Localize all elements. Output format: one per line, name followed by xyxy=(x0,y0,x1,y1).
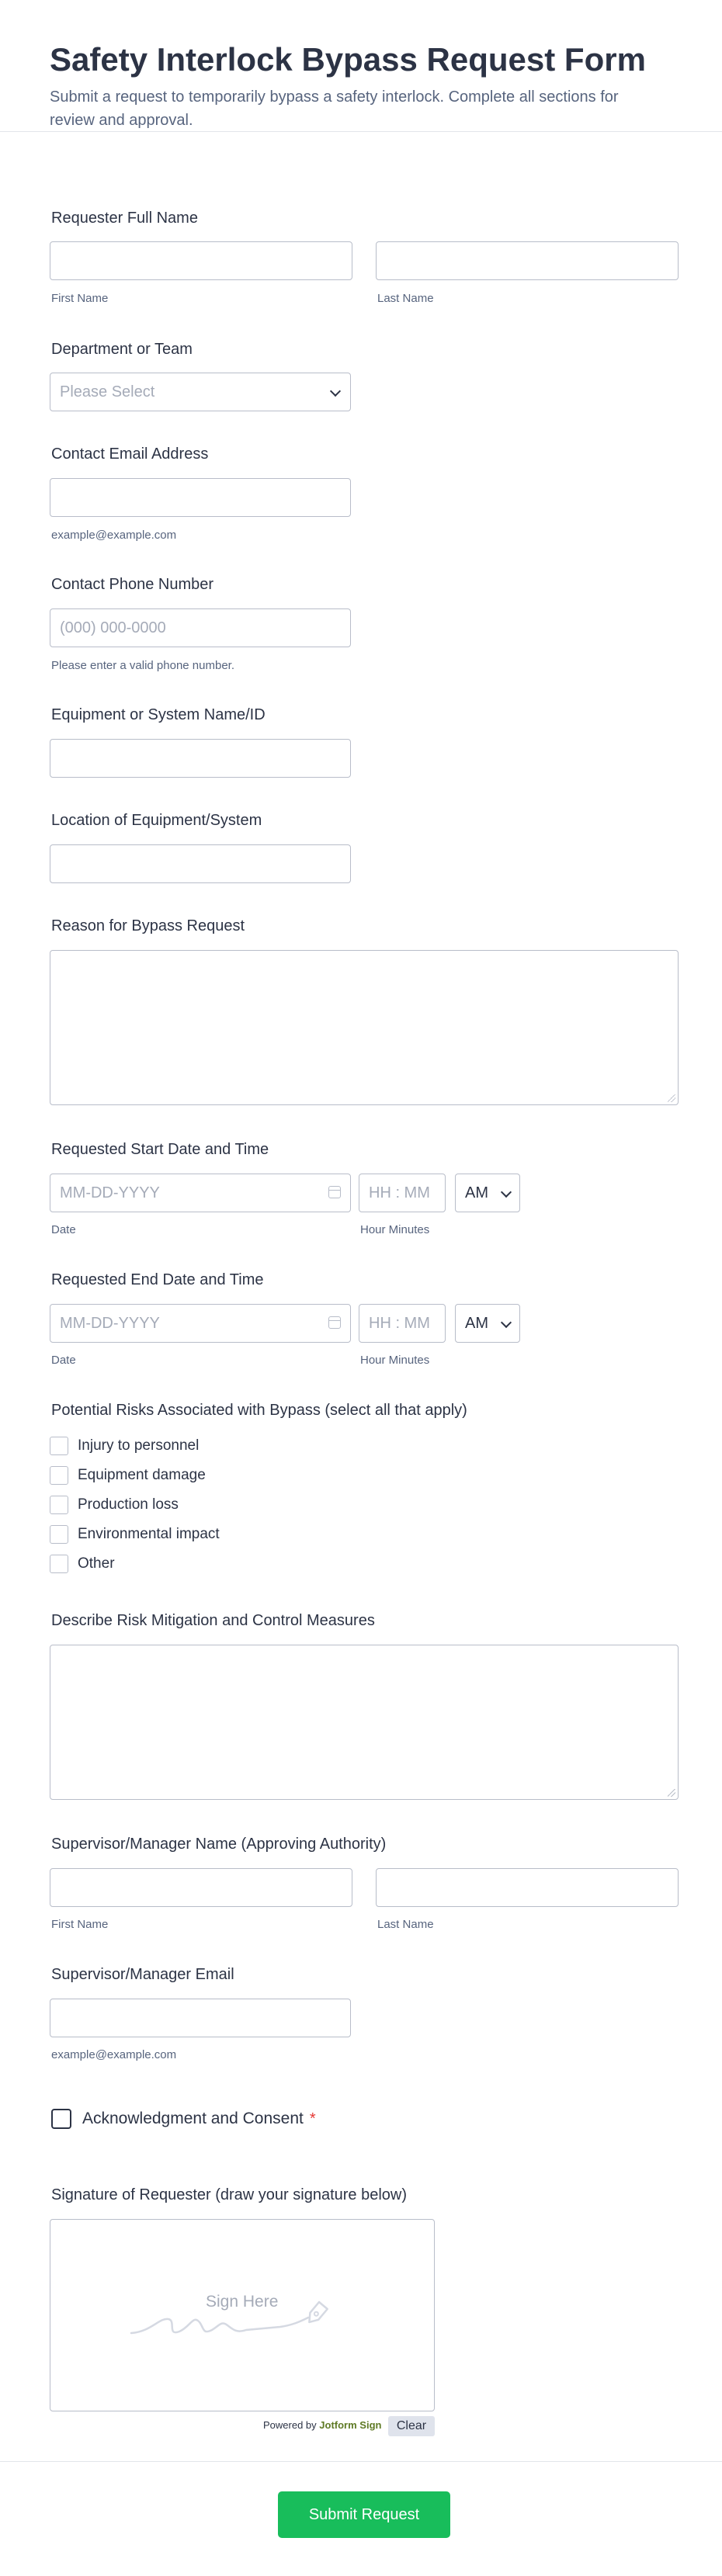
phone-sublabel: Please enter a valid phone number. xyxy=(51,659,234,672)
risk-option-label: Injury to personnel xyxy=(78,1437,200,1454)
supervisor-name-label: Supervisor/Manager Name (Approving Authority) xyxy=(51,1836,387,1853)
start-date-sublabel: Date xyxy=(51,1223,76,1236)
start-ampm-select[interactable] xyxy=(455,1174,520,1212)
acknowledgment-checkbox[interactable] xyxy=(51,2109,71,2129)
end-datetime-label: Requested End Date and Time xyxy=(51,1271,264,1288)
supervisor-email-label: Supervisor/Manager Email xyxy=(51,1966,234,1983)
form-description: Submit a request to temporarily bypass a safety interlock. Complete all sections for review and approval. xyxy=(50,88,619,129)
supervisor-first-name-input[interactable] xyxy=(50,1868,352,1907)
chevron-down-icon xyxy=(330,386,341,397)
risks-label: Potential Risks Associated with Bypass (select all that apply) xyxy=(51,1402,467,1419)
end-date-placeholder: MM-DD-YYYY xyxy=(60,1314,160,1332)
submit-button[interactable]: Submit Request xyxy=(278,2491,450,2538)
equipment-label: Equipment or System Name/ID xyxy=(51,706,266,723)
equipment-input[interactable] xyxy=(50,739,351,778)
location-input[interactable] xyxy=(50,844,351,883)
powered-by-prefix: Powered by xyxy=(263,2419,317,2431)
risk-option-production[interactable] xyxy=(50,1495,179,1515)
location-label: Location of Equipment/System xyxy=(51,812,262,829)
acknowledgment-label: Acknowledgment and Consent xyxy=(82,2110,304,2127)
email-input[interactable] xyxy=(50,478,351,517)
powered-by-text xyxy=(263,2419,381,2431)
checkbox[interactable] xyxy=(50,1525,68,1544)
requester-last-name-sublabel: Last Name xyxy=(377,292,434,305)
chevron-down-icon xyxy=(501,1187,512,1198)
department-placeholder: Please Select xyxy=(60,383,155,400)
risk-option-injury[interactable] xyxy=(50,1436,199,1456)
end-time-sublabel: Hour Minutes xyxy=(360,1354,430,1367)
end-date-input[interactable] xyxy=(50,1304,351,1343)
email-sublabel: example@example.com xyxy=(51,529,177,542)
end-time-placeholder: HH : MM xyxy=(369,1314,430,1332)
risk-option-environmental[interactable] xyxy=(50,1524,220,1545)
requester-first-name-input[interactable] xyxy=(50,241,352,280)
start-datetime-label: Requested Start Date and Time xyxy=(51,1141,269,1158)
checkbox[interactable] xyxy=(50,1496,68,1514)
checkbox[interactable] xyxy=(50,1466,68,1485)
risk-option-label: Other xyxy=(78,1555,115,1572)
reason-textarea[interactable] xyxy=(50,950,679,1105)
mitigation-label: Describe Risk Mitigation and Control Measures xyxy=(51,1612,375,1629)
signature-label: Signature of Requester (draw your signature below) xyxy=(51,2186,408,2203)
start-date-input[interactable] xyxy=(50,1174,351,1212)
start-time-placeholder: HH : MM xyxy=(369,1184,430,1201)
risk-option-equipment[interactable] xyxy=(50,1465,206,1486)
supervisor-email-input[interactable] xyxy=(50,1999,351,2037)
end-date-sublabel: Date xyxy=(51,1354,76,1367)
email-label: Contact Email Address xyxy=(51,446,209,463)
mitigation-textarea[interactable] xyxy=(50,1645,679,1800)
required-asterisk: * xyxy=(309,2110,316,2127)
risk-option-label: Equipment damage xyxy=(78,1467,206,1483)
supervisor-email-sublabel: example@example.com xyxy=(51,2048,177,2061)
start-time-input[interactable] xyxy=(359,1174,446,1212)
end-ampm-select[interactable] xyxy=(455,1304,520,1343)
resize-handle-icon[interactable] xyxy=(668,1094,675,1102)
supervisor-last-name-sublabel: Last Name xyxy=(377,1918,434,1931)
requester-first-name-sublabel: First Name xyxy=(51,292,109,305)
form-header xyxy=(0,0,722,132)
start-time-sublabel: Hour Minutes xyxy=(360,1223,430,1236)
calendar-icon[interactable] xyxy=(328,1186,341,1198)
end-ampm-value: AM xyxy=(465,1314,488,1332)
chevron-down-icon xyxy=(501,1317,512,1328)
phone-label: Contact Phone Number xyxy=(51,576,214,593)
start-ampm-value: AM xyxy=(465,1184,488,1201)
phone-placeholder: (000) 000-0000 xyxy=(60,619,166,636)
start-date-placeholder: MM-DD-YYYY xyxy=(60,1184,160,1201)
phone-input[interactable] xyxy=(50,608,351,647)
requester-name-label: Requester Full Name xyxy=(51,210,198,227)
signature-pad[interactable] xyxy=(50,2219,435,2411)
calendar-icon[interactable] xyxy=(328,1316,341,1329)
form-title: Safety Interlock Bypass Request Form xyxy=(50,41,646,78)
risk-option-label: Production loss xyxy=(78,1496,179,1513)
resize-handle-icon[interactable] xyxy=(668,1789,675,1797)
requester-last-name-input[interactable] xyxy=(376,241,679,280)
risk-option-label: Environmental impact xyxy=(78,1526,220,1542)
footer-divider xyxy=(0,2461,722,2462)
checkbox[interactable] xyxy=(50,1555,68,1573)
supervisor-last-name-input[interactable] xyxy=(376,1868,679,1907)
reason-label: Reason for Bypass Request xyxy=(51,917,245,934)
acknowledgment-checkbox-row[interactable] xyxy=(51,2108,316,2130)
clear-signature-button[interactable]: Clear xyxy=(388,2416,435,2436)
department-select[interactable] xyxy=(50,373,351,411)
department-label: Department or Team xyxy=(51,341,193,358)
risk-option-other[interactable] xyxy=(50,1554,115,1574)
checkbox[interactable] xyxy=(50,1437,68,1455)
supervisor-first-name-sublabel: First Name xyxy=(51,1918,109,1931)
signature-placeholder: Sign Here xyxy=(206,2293,279,2311)
powered-by-brand[interactable]: Jotform Sign xyxy=(319,2419,382,2431)
end-time-input[interactable] xyxy=(359,1304,446,1343)
